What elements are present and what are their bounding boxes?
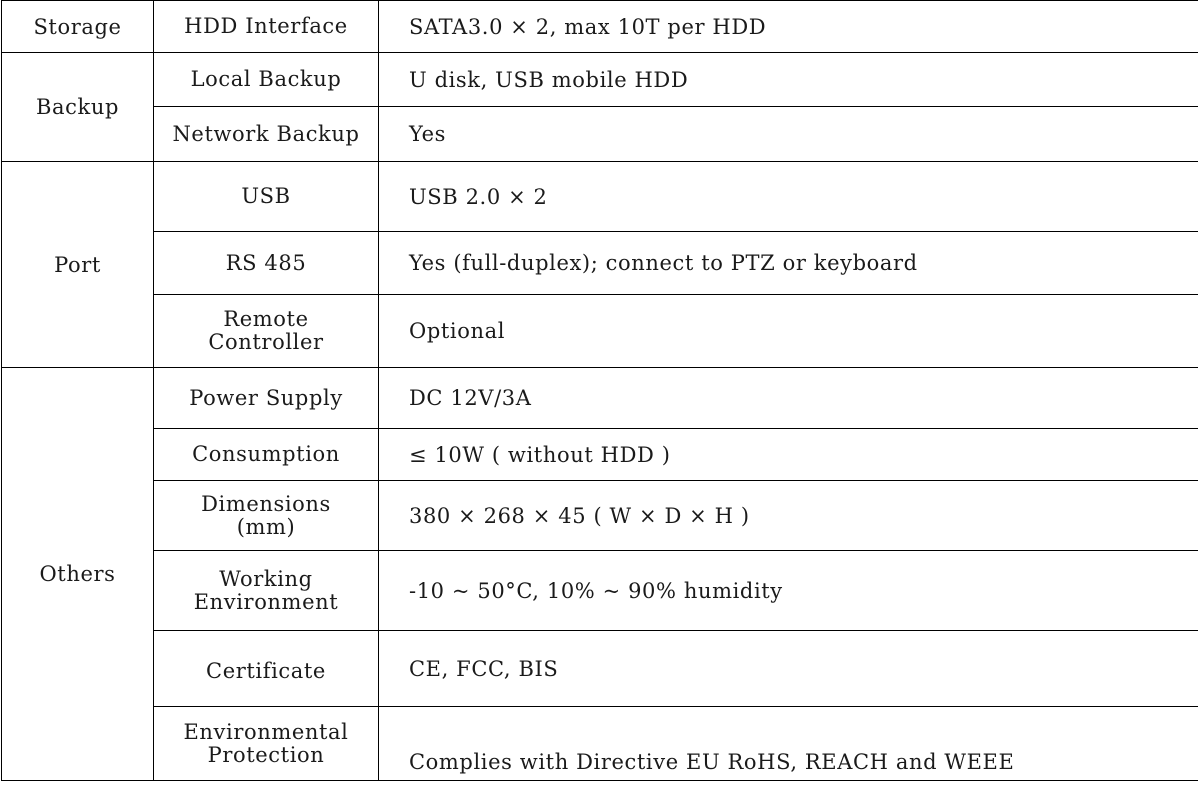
table-row [2, 429, 1198, 481]
table-row [2, 107, 1198, 162]
table-row [2, 631, 1198, 707]
feature-remote-controller [154, 295, 379, 368]
table-row [2, 551, 1198, 631]
category-storage: Storage [2, 1, 154, 53]
feature-label: Certificate [206, 659, 326, 683]
value-remote-controller: Optional [379, 295, 1198, 368]
feature-consumption [154, 429, 379, 481]
value-dimensions: 380 × 268 × 45 ( W × D × H ) [379, 481, 1198, 551]
feature-rs485 [154, 232, 379, 295]
category-port: Port [2, 162, 154, 368]
feature-network-backup [154, 107, 379, 162]
feature-label: Power Supply [189, 385, 343, 410]
value-consumption: ≤ 10W ( without HDD ) [379, 429, 1198, 481]
feature-label: HDD Interface [184, 14, 348, 38]
feature-label: Network Backup [172, 121, 360, 146]
value-hdd-interface: SATA3.0 × 2, max 10T per HDD [379, 1, 1198, 53]
feature-local-backup [154, 53, 379, 107]
feature-working-environment [154, 551, 379, 631]
feature-label-line-2: Environment [193, 589, 339, 614]
feature-label-line-1: Environmental [183, 719, 349, 744]
table-row [2, 707, 1198, 781]
value-power-supply: DC 12V/3A [379, 368, 1198, 429]
feature-environmental-protection [154, 707, 379, 781]
feature-label-line-1: Remote [223, 307, 309, 331]
feature-label: RS 485 [225, 250, 307, 275]
value-local-backup: U disk, USB mobile HDD [379, 53, 1198, 107]
feature-label: Local Backup [190, 67, 342, 91]
feature-power-supply [154, 368, 379, 429]
category-backup: Backup [2, 53, 154, 162]
category-others: Others [2, 368, 154, 781]
value-certificate: CE, FCC, BIS [379, 631, 1198, 707]
feature-label: USB [241, 184, 291, 208]
feature-usb [154, 162, 379, 232]
table-row [2, 162, 1198, 232]
feature-label-line-2: Controller [208, 330, 324, 354]
table-row [2, 1, 1198, 53]
value-usb: USB 2.0 × 2 [379, 162, 1198, 232]
feature-label-line-1: Working [219, 566, 313, 591]
table-row [2, 295, 1198, 368]
table-row [2, 481, 1198, 551]
feature-label-line-2: Protection [207, 742, 325, 767]
feature-dimensions [154, 481, 379, 551]
value-network-backup: Yes [379, 107, 1198, 162]
table-row [2, 368, 1198, 429]
feature-label: Consumption [192, 442, 340, 466]
feature-certificate [154, 631, 379, 707]
spec-table [1, 0, 1198, 781]
feature-label-line-1: Dimensions [201, 491, 331, 516]
feature-label-line-2: (mm) [236, 514, 296, 539]
table-row [2, 53, 1198, 107]
feature-hdd-interface [154, 1, 379, 53]
value-environmental-protection: Complies with Directive EU RoHS, REACH and WEEE [379, 707, 1198, 781]
value-working-environment: -10 ~ 50°C, 10% ~ 90% humidity [379, 551, 1198, 631]
value-rs485: Yes (full-duplex); connect to PTZ or keyboard [379, 232, 1198, 295]
table-row [2, 232, 1198, 295]
